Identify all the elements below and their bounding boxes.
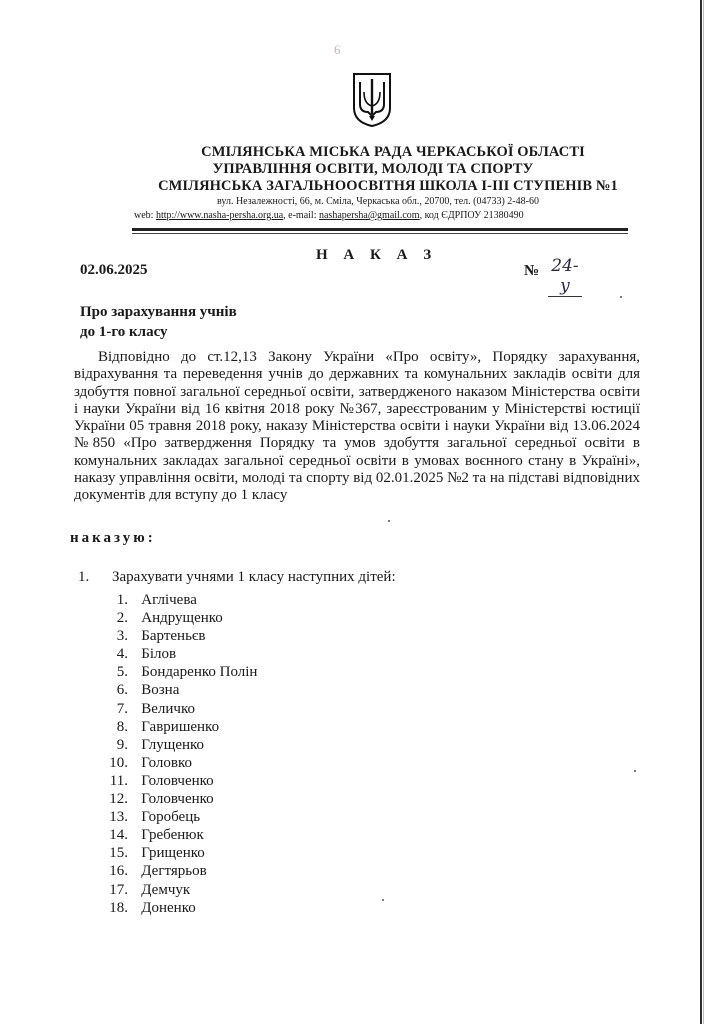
email-link[interactable]: nashapersha@gmail.com — [318, 210, 420, 221]
edrpou-code: , код ЄДРПОУ 21380490 — [419, 210, 524, 221]
document-title: Н А К А З — [316, 247, 438, 263]
document-number-label: № — [524, 263, 540, 279]
handwritten-document-number: 24-у — [548, 256, 582, 297]
pupil-name: Демчук — [141, 881, 191, 898]
pupil-number: 14. — [109, 827, 128, 844]
pupil-name: Бондаренко Полін — [141, 664, 258, 681]
pupil-number: 8. — [116, 718, 128, 735]
pupil-name: Головко — [141, 754, 192, 771]
contact-line — [120, 209, 626, 223]
page-number: 6 — [334, 42, 341, 57]
pupil-number: 7. — [116, 700, 128, 717]
pupil-list-item — [96, 844, 257, 862]
trident-emblem-icon — [351, 70, 393, 128]
order-item-text: Зарахувати учнями 1 класу наступних дітей: — [112, 569, 396, 585]
website-link[interactable]: http://www.nasha-persha.org.ua — [155, 210, 284, 221]
pupil-number: 4. — [116, 646, 128, 663]
pupil-list-item — [96, 862, 257, 880]
email-label: , e-mail: — [283, 210, 317, 221]
pupil-name: Величко — [141, 700, 195, 717]
order-item-1 — [78, 569, 396, 586]
pupil-number: 13. — [109, 809, 128, 826]
pupil-list-item — [96, 736, 257, 754]
pupil-list-item — [96, 826, 257, 844]
pupil-list-item — [96, 881, 257, 899]
pupil-list-item — [96, 700, 257, 718]
department-name: УПРАВЛІННЯ ОСВІТИ, МОЛОДІ ТА СПОРТУ — [212, 161, 534, 177]
pupil-number: 10. — [109, 754, 128, 771]
document-subject — [80, 302, 237, 342]
pupil-list-item — [96, 645, 257, 663]
pupil-list-item — [96, 790, 257, 808]
pupil-list-item — [96, 627, 257, 645]
preamble-text: Відповідно до ст.12,13 Закону України «Про освіту», Порядку зарахування, відрахування та переведення учнів до державних та комунальних закладів освіти для здобуття повної загальної середньої освіти, затвердженого наказом Міністерства освіти і науки України від 16 квітня 2018 року №367, зареєстрованим у Міністерстві юстиції України 05 травня 2018 року, наказу Міністерства освіти і науки України від 13.06.2024 №850 «Про затвердження Порядку та умов здобуття загальної середньої освіти в комунальних закладах загальної середньої освіти в умовах воєнного стану в Україні», наказу управління освіти, молоді та спорту від 02.01.2025 №2 та на підставі відповідних документів для вступу до 1 класу — [74, 349, 640, 504]
scan-speck — [388, 520, 390, 522]
pupil-list-item — [96, 609, 257, 627]
pupil-list-item — [96, 718, 257, 736]
pupil-number: 11. — [109, 772, 128, 789]
pupil-number: 6. — [116, 682, 128, 699]
order-item-number: 1. — [78, 569, 90, 585]
pupil-list-item — [96, 663, 257, 681]
pupil-name: Глущенко — [141, 736, 205, 753]
pupil-name: Доненко — [141, 899, 196, 916]
school-name: СМІЛЯНСЬКА ЗАГАЛЬНООСВІТНЯ ШКОЛА І-ІІІ СТУПЕНІВ №1 — [158, 178, 618, 194]
pupil-list-item — [96, 772, 257, 790]
school-address: вул. Незалежності, 66, м. Сміла, Черкаська обл., 20700, тел. (04733) 2-48-60 — [217, 196, 539, 207]
pupil-number: 16. — [109, 863, 128, 880]
pupil-name: Гребенюк — [141, 827, 204, 844]
pupil-name: Грищенко — [141, 845, 205, 862]
pupil-list — [96, 591, 257, 917]
letterhead — [120, 144, 626, 223]
pupil-number: 17. — [109, 881, 128, 898]
pupil-number: 2. — [116, 610, 128, 627]
pupil-name: Головченко — [141, 772, 214, 789]
pupil-name: Білов — [141, 646, 177, 663]
document-date: 02.06.2025 — [80, 262, 148, 278]
pupil-list-item — [96, 754, 257, 772]
pupil-number: 9. — [116, 736, 128, 753]
scan-edge — [700, 0, 702, 1024]
pupil-list-item — [96, 681, 257, 699]
scan-speck — [620, 296, 622, 298]
pupil-name: Гавришенко — [141, 718, 220, 735]
pupil-name: Бартеньєв — [141, 628, 206, 645]
pupil-number: 5. — [116, 664, 128, 681]
pupil-name: Горобець — [141, 809, 201, 826]
subject-line-2: до 1-го класу — [80, 324, 168, 340]
pupil-list-item — [96, 899, 257, 917]
council-name: СМІЛЯНСЬКА МІСЬКА РАДА ЧЕРКАСЬКОЇ ОБЛАСТІ — [201, 144, 585, 160]
pupil-name: Дегтярьов — [141, 863, 207, 880]
pupil-number: 3. — [116, 628, 128, 645]
letterhead-divider-thin — [132, 233, 628, 234]
pupil-name: Возна — [141, 682, 180, 699]
pupil-name: Головченко — [141, 791, 214, 808]
scan-speck — [634, 770, 636, 772]
subject-line-1: Про зарахування учнів — [80, 304, 237, 320]
pupil-list-item — [96, 808, 257, 826]
pupil-name: Аглічева — [141, 592, 197, 608]
pupil-number: 15. — [109, 845, 128, 862]
order-word: наказую: — [70, 530, 156, 546]
pupil-list-item — [96, 591, 257, 609]
scan-speck — [382, 899, 384, 901]
preamble-paragraph — [74, 349, 640, 505]
web-label: web: — [134, 210, 154, 221]
pupil-number: 18. — [109, 899, 128, 916]
scan-edge-shadow — [703, 0, 704, 1024]
pupil-number: 12. — [109, 791, 128, 808]
pupil-number: 1. — [116, 592, 128, 608]
pupil-name: Андрущенко — [141, 610, 223, 627]
letterhead-divider — [132, 228, 628, 231]
